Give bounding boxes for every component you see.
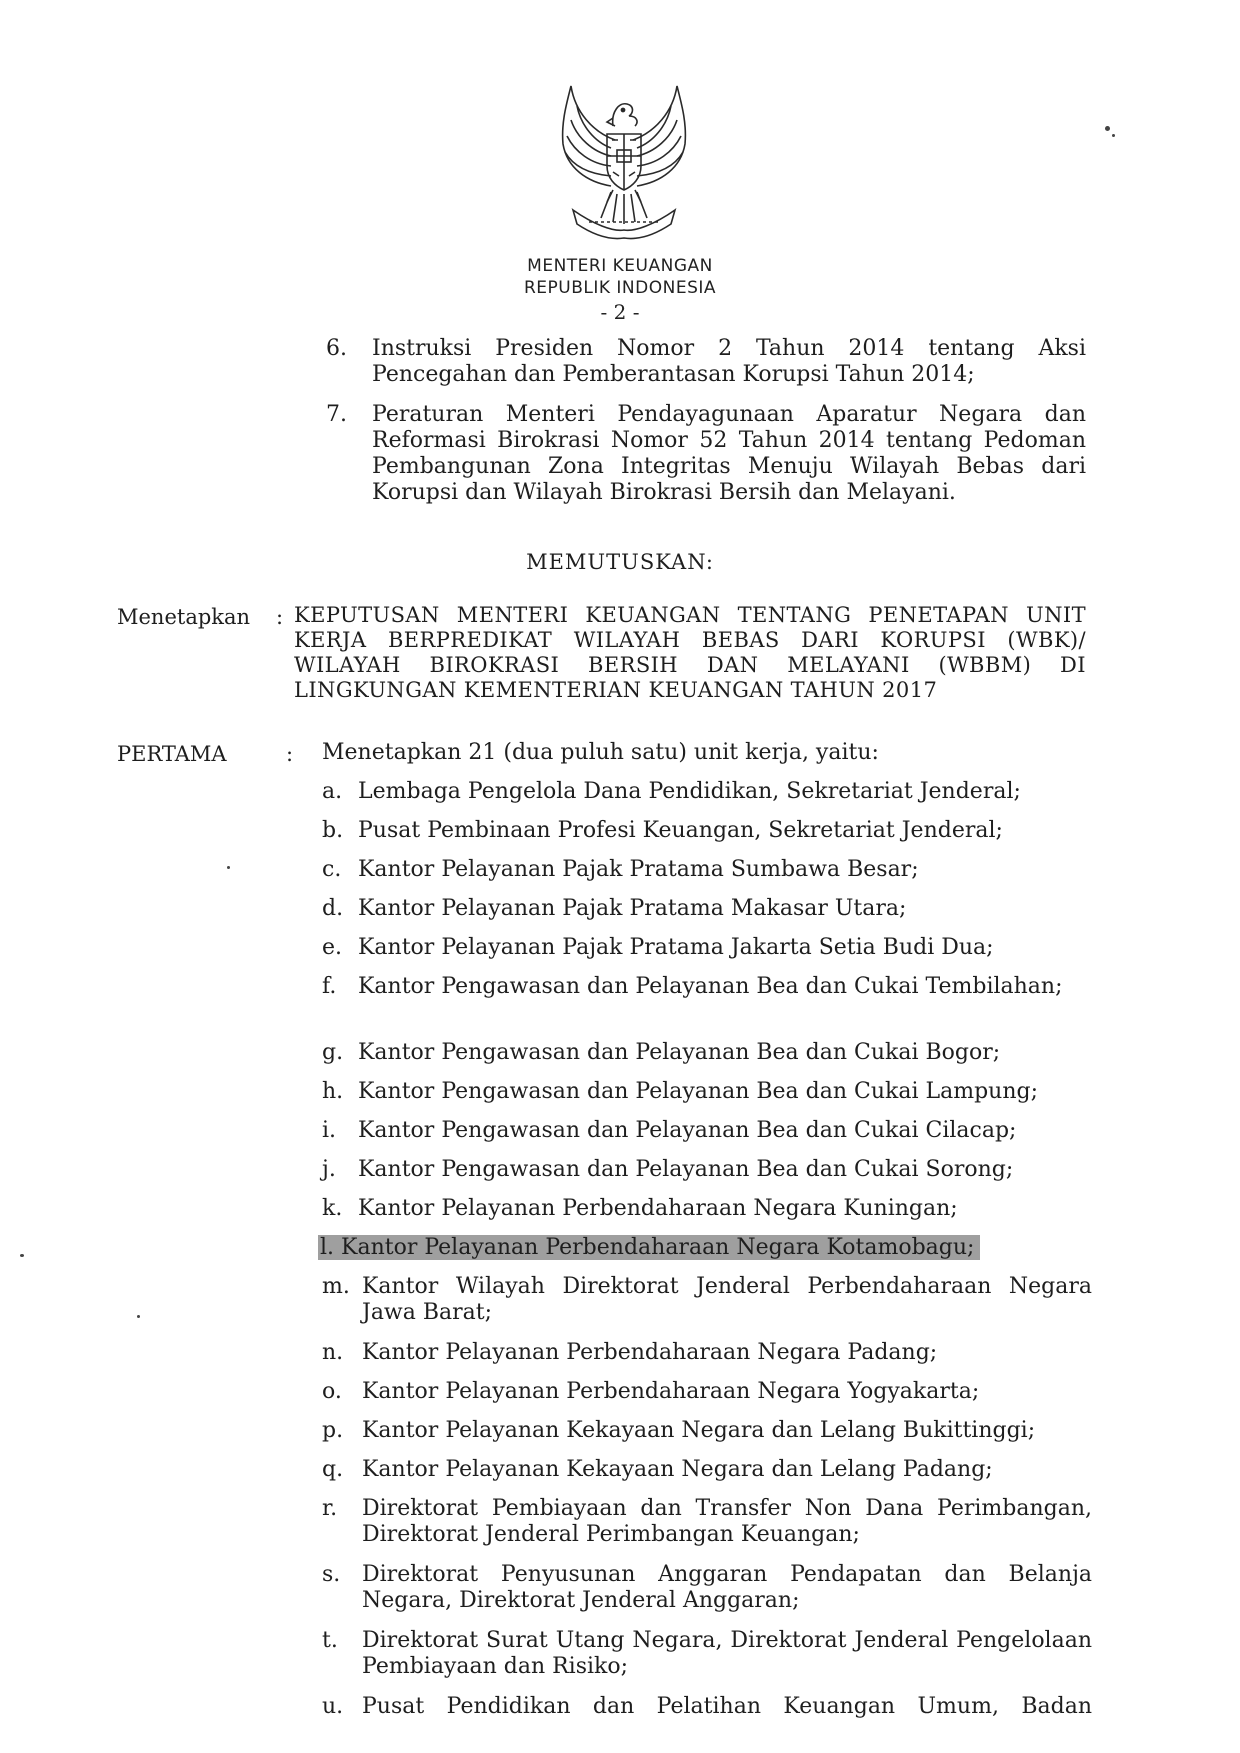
item-text: Peraturan Menteri Pendayagunaan Aparatur Negara dan Reformasi Birokrasi Nomor 52 Tahun 2014 tentang Pedoman Pembangunan Zona Integritas Menuju Wilayah Bebas dari Korupsi dan Wilayah Birokrasi Bersih dan Melayani. [372,402,1086,505]
item-letter: p. [322,1418,344,1443]
item-number: 7. [326,402,347,427]
republic-title: REPUBLIK INDONESIA [523,278,717,298]
scan-speck [1112,134,1115,137]
page-number: - 2 - [600,300,640,324]
garuda-emblem-icon [553,82,695,242]
item-letter: h. [322,1079,344,1104]
item-text: Kantor Wilayah Direktorat Jenderal Perbendaharaan Negara Jawa Barat; [362,1274,1092,1325]
ministry-title: MENTERI KEUANGAN [527,256,713,276]
item-letter: q. [322,1457,344,1482]
item-text: Kantor Pelayanan Kekayaan Negara dan Lelang Padang; [362,1457,993,1482]
item-text: Kantor Pelayanan Perbendaharaan Negara Padang; [362,1340,938,1365]
item-text: Kantor Pelayanan Perbendaharaan Negara Yogyakarta; [362,1379,980,1404]
item-letter: r. [322,1496,338,1521]
scan-speck [1105,126,1110,131]
item-text: Kantor Pengawasan dan Pelayanan Bea dan Cukai Tembilahan; [358,974,1063,999]
item-letter: k. [322,1196,343,1221]
item-letter: i. [322,1118,337,1143]
item-text: Kantor Pengawasan dan Pelayanan Bea dan Cukai Sorong; [358,1157,1014,1182]
item-text: Kantor Pelayanan Pajak Pratama Jakarta Setia Budi Dua; [358,935,994,960]
decision-title: KEPUTUSAN MENTERI KEUANGAN TENTANG PENETAPAN UNIT KERJA BERPREDIKAT WILAYAH BEBAS DARI KORUPSI (WBK)/ WILAYAH BIROKRASI BERSIH DAN MELAYANI (WBBM) DI LINGKUNGAN KEMENTERIAN KEUANGAN TAHUN 2017 [294,603,1086,702]
scan-speck [227,866,230,869]
scan-speck [20,1254,24,1257]
item-text: Direktorat Surat Utang Negara, Direktorat Jenderal Pengelolaan Pembiayaan dan Risiko; [362,1628,1092,1679]
item-letter: c. [322,857,342,882]
item-text: Kantor Pelayanan Perbendaharaan Negara Kuningan; [358,1196,958,1221]
item-number: 6. [326,336,347,361]
item-letter: l. [320,1235,335,1260]
item-letter: d. [322,896,344,921]
item-letter: e. [322,935,343,960]
item-letter: j. [322,1157,336,1182]
highlight-marker [318,1235,980,1260]
item-text: Kantor Pelayanan Pajak Pratama Sumbawa Besar; [358,857,919,882]
menetapkan-colon: : [276,605,284,629]
highlighted-list-item [318,1235,1092,1261]
item-letter: s. [322,1562,341,1587]
menetapkan-label: Menetapkan [117,605,251,629]
item-text: Pusat Pembinaan Profesi Keuangan, Sekretariat Jenderal; [358,818,1003,843]
item-text: Direktorat Penyusunan Anggaran Pendapatan dan Belanja Negara, Direktorat Jenderal Anggaran; [362,1562,1092,1613]
item-letter: o. [322,1379,342,1404]
item-letter: n. [322,1340,344,1365]
pertama-label: PERTAMA [117,742,227,766]
item-text: Lembaga Pengelola Dana Pendidikan, Sekretariat Jenderal; [358,779,1021,804]
item-letter: b. [322,818,344,843]
item-text: Instruksi Presiden Nomor 2 Tahun 2014 tentang Aksi Pencegahan dan Pemberantasan Korupsi Tahun 2014; [372,336,1086,387]
item-text: Direktorat Pembiayaan dan Transfer Non Dana Perimbangan, Direktorat Jenderal Perimbangan Keuangan; [362,1496,1092,1547]
item-letter: f. [322,974,337,999]
item-text: Kantor Pelayanan Perbendaharaan Negara Kotamobagu; [341,1235,975,1260]
item-letter: u. [322,1694,344,1719]
item-text: Kantor Pengawasan dan Pelayanan Bea dan Cukai Lampung; [358,1079,1039,1104]
item-letter: a. [322,779,343,804]
item-text: Kantor Pengawasan dan Pelayanan Bea dan Cukai Bogor; [358,1040,1001,1065]
scan-speck [137,1315,140,1318]
decision-heading: MEMUTUSKAN: [526,550,714,574]
item-text: Kantor Pengawasan dan Pelayanan Bea dan Cukai Cilacap; [358,1118,1017,1143]
item-text: Kantor Pelayanan Kekayaan Negara dan Lelang Bukittinggi; [362,1418,1036,1443]
item-letter: t. [322,1628,338,1653]
intro-text: Menetapkan 21 (dua puluh satu) unit kerja, yaitu: [322,740,879,765]
item-letter: g. [322,1040,344,1065]
pertama-colon: : [286,742,294,766]
item-text: Pusat Pendidikan dan Pelatihan Keuangan Umum, Badan [362,1694,1092,1719]
item-text: Kantor Pelayanan Pajak Pratama Makasar Utara; [358,896,907,921]
item-letter: m. [322,1274,350,1299]
